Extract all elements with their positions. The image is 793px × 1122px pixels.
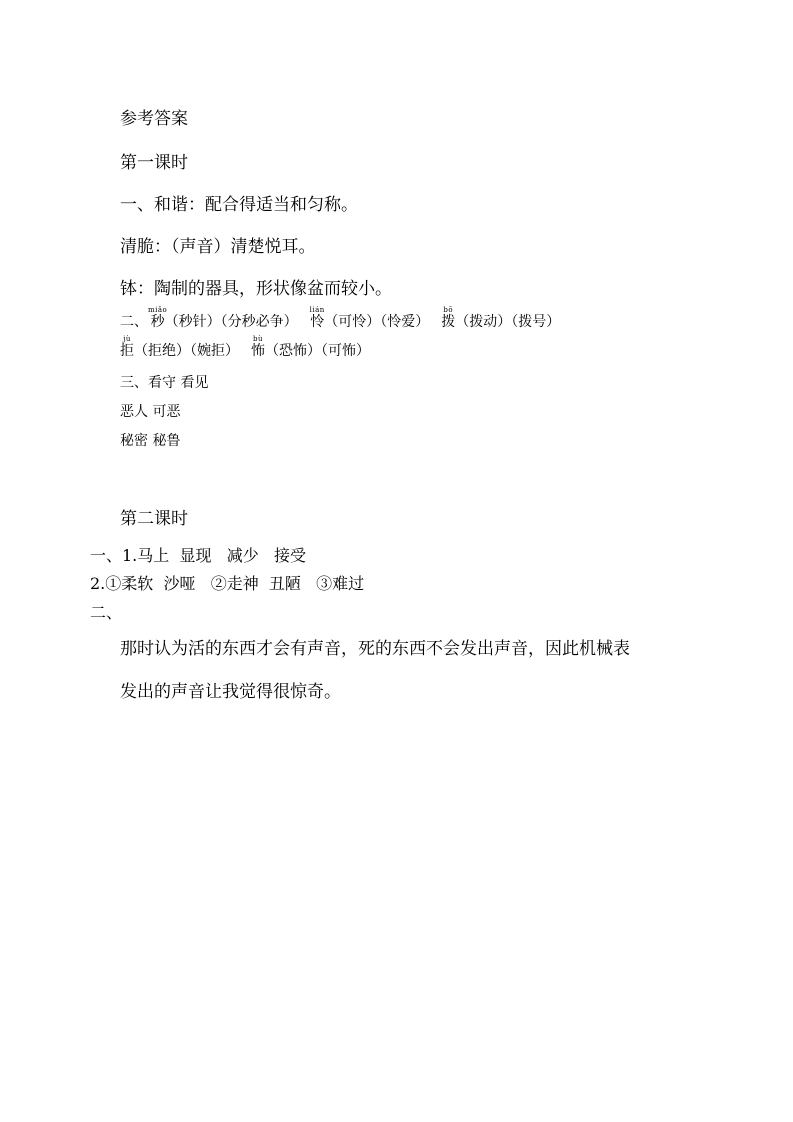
lesson2-q1-line2: 2.①柔软 沙哑 ②走神 丑陋 ③难过: [90, 574, 365, 593]
q2-item: 拨bō（拨动）（拨号）: [441, 306, 561, 330]
lesson2-title: 第二课时: [120, 509, 188, 529]
lesson1-q1-line1: 一、和谐：配合得适当和匀称。: [120, 195, 358, 215]
q2-item: 秒miǎo（秒针）（分秒必争）: [148, 306, 298, 330]
lesson1-q2-row1: [120, 306, 560, 331]
q2-prefix: 二、: [120, 314, 148, 330]
lesson1-q1-line2: 清脆：（声音）清楚悦耳。: [120, 237, 316, 257]
lesson1-q3-line2: 恶人 可恶: [120, 404, 181, 420]
lesson1-title: 第一课时: [120, 153, 188, 173]
lesson2-q1-line1: 一、1.马上 显现 减少 接受: [90, 546, 306, 565]
lesson2-q2-para-line1: 那时认为活的东西才会有声音，死的东西不会发出声音，因此机械表: [120, 639, 630, 659]
q2-item: 怜lián（可怜）（怜爱）: [309, 306, 430, 330]
q2-item: 拒jù（拒绝）（婉拒）: [120, 335, 239, 359]
lesson2-q2-label: 二、: [90, 603, 123, 622]
q2-item: 怖bù（恐怖）（可怖）: [251, 335, 370, 359]
lesson1-q2-row2: [120, 335, 370, 360]
lesson2-q2-para-line2: 发出的声音让我觉得很惊奇。: [120, 682, 341, 702]
answer-heading: 参考答案: [120, 109, 188, 129]
lesson1-q1-line3: 钵：陶制的器具，形状像盆而较小。: [120, 279, 392, 299]
lesson1-q3-line1: 三、看守 看见: [120, 375, 209, 391]
lesson1-q3-line3: 秘密 秘鲁: [120, 433, 181, 449]
